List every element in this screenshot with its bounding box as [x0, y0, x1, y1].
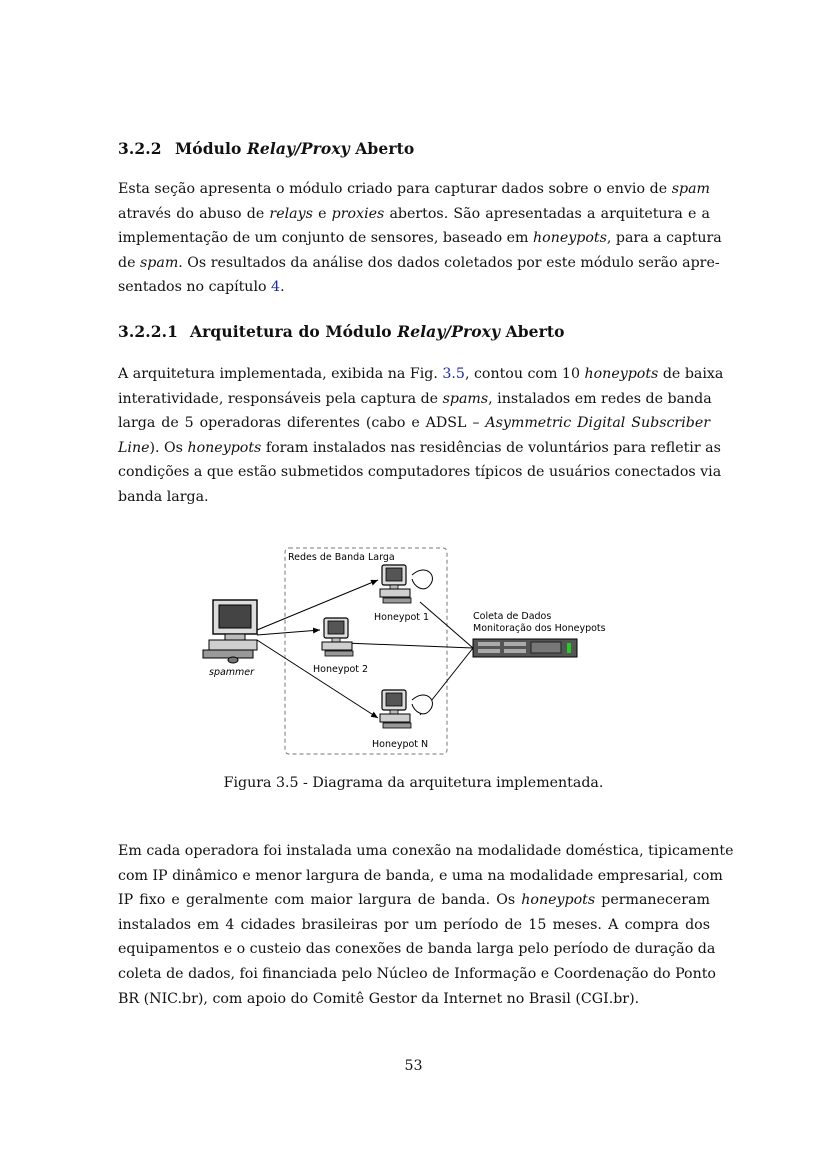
figure-caption: Figura 3.5 - Diagrama da arquitetura implementada.	[223, 775, 604, 791]
section-number: 3.2.2.1	[118, 322, 179, 341]
page-number: 53	[404, 1058, 423, 1074]
text-line: de spam. Os resultados da análise dos dados coletados por este módulo serão apre-	[118, 254, 720, 271]
section-number: 3.2.2	[118, 139, 162, 158]
text-line: Line). Os honeypots foram instalados nas residências de voluntários para refletir as	[118, 439, 721, 456]
text-line: Esta seção apresenta o módulo criado para capturar dados sobre o envio de spam	[118, 181, 710, 197]
chapter-reference-link[interactable]: 4	[271, 279, 281, 296]
paragraph-operators	[118, 839, 734, 1011]
section-title-text: Módulo	[175, 139, 247, 158]
honeypot-n-label: Honeypot N	[372, 739, 429, 750]
section-title-text-end: Aberto	[349, 139, 415, 158]
collector-server-icon	[473, 639, 577, 657]
section-heading-3-2-2	[118, 139, 414, 158]
text-line: BR (NIC.br), com apoio do Comitê Gestor da Internet no Brasil (CGI.br).	[118, 990, 640, 1007]
text-line: larga de 5 operadoras diferentes (cabo e ADSL – Asymmetric Digital Subscriber	[118, 415, 710, 432]
section-heading-3-2-2-1	[118, 322, 565, 341]
text-line: coleta de dados, foi financiada pelo Núcleo de Informação e Coordenação do Ponto	[118, 965, 716, 982]
text-line: IP fixo e geralmente com maior largura de banda. Os honeypots permaneceram	[118, 892, 710, 909]
group-label: Redes de Banda Larga	[288, 552, 395, 563]
text-line: banda larga.	[118, 488, 209, 505]
text-line: Em cada operadora foi instalada uma conexão na modalidade doméstica, tipicamente	[118, 843, 734, 859]
text-line: equipamentos e o custeio das conexões de banda larga pelo período de duração da	[118, 941, 716, 958]
text-line: sentados no capítulo 4.	[118, 279, 285, 296]
text-line: através do abuso de relays e proxies abertos. São apresentadas a arquitetura e a	[118, 205, 710, 222]
paragraph-architecture	[118, 362, 724, 510]
honeypot-1-icon	[380, 565, 432, 603]
collector-label-line2: Monitoração dos Honeypots	[473, 623, 606, 634]
paragraph-intro	[118, 177, 722, 300]
honeypot-n-icon	[380, 690, 432, 728]
text-line: implementação de um conjunto de sensores, baseado em honeypots, para a captura	[118, 230, 722, 247]
section-title-text: Arquitetura do Módulo	[190, 322, 398, 341]
collector-label-line1: Coleta de Dados	[473, 611, 552, 622]
honeypot-1-label: Honeypot 1	[374, 612, 430, 623]
text-line: A arquitetura implementada, exibida na Fig. 3.5, contou com 10 honeypots de baixa	[118, 366, 724, 382]
honeypot-2-label: Honeypot 2	[313, 664, 369, 675]
figure-reference-link[interactable]: 3.5	[442, 366, 465, 382]
architecture-diagram	[195, 540, 615, 760]
text-line: instalados em 4 cidades brasileiras por um período de 15 meses. A compra dos	[118, 916, 710, 933]
spammer-computer-icon	[203, 600, 257, 663]
spammer-label: spammer	[209, 667, 255, 678]
honeypot-2-icon	[322, 618, 353, 656]
section-title-emphasis: Relay/Proxy	[246, 139, 350, 158]
text-line: condições a que estão submetidos computadores típicos de usuários conectados via	[118, 464, 722, 481]
text-line: interatividade, responsáveis pela captura de spams, instalados em redes de banda	[118, 390, 712, 407]
text-line: com IP dinâmico e menor largura de banda, e uma na modalidade empresarial, com	[118, 867, 723, 884]
section-title-text-end: Aberto	[500, 322, 565, 341]
section-title-emphasis: Relay/Proxy	[397, 322, 501, 341]
